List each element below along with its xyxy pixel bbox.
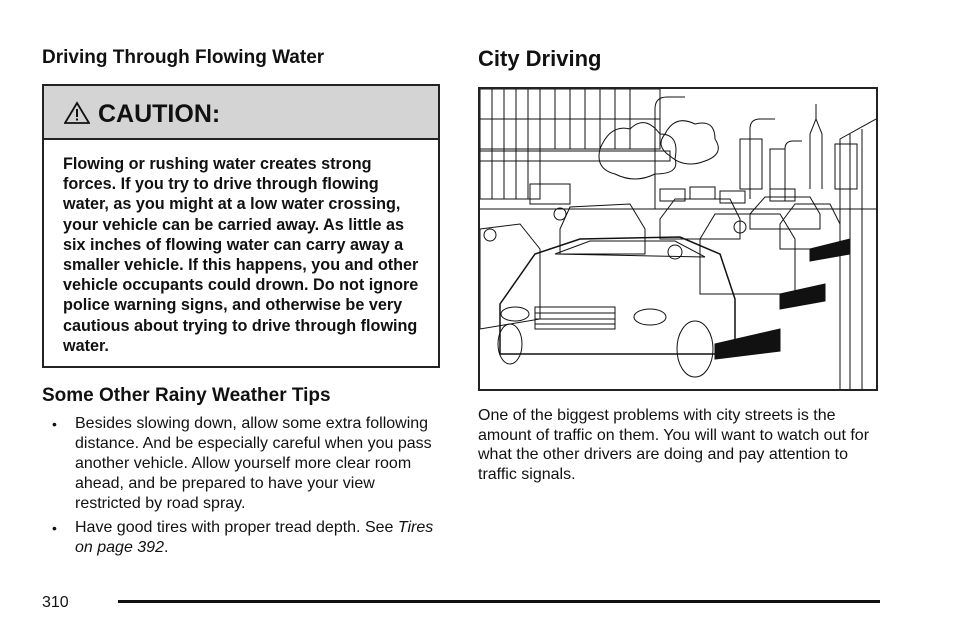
bullet-icon: •	[52, 520, 57, 536]
caution-title: CAUTION:	[98, 100, 221, 128]
traffic-scene-image	[480, 89, 876, 389]
section-heading-city-driving: City Driving	[478, 46, 602, 71]
bullet-icon: •	[52, 416, 57, 432]
list-item	[42, 518, 442, 558]
city-driving-paragraph: One of the biggest problems with city streets is the amount of traffic on them. You will want to watch out for what the other drivers are doing and pay attention to traffic signals.	[478, 407, 870, 483]
list-item	[42, 414, 442, 514]
section-heading-rainy-tips: Some Other Rainy Weather Tips	[42, 385, 331, 406]
footer-rule	[118, 600, 880, 603]
bullet-list	[42, 414, 442, 562]
page-number: 310	[42, 594, 69, 611]
warning-triangle-icon	[64, 101, 90, 125]
bullet-text: Besides slowing down, allow some extra following distance. And be especially careful when you pass another vehicle. Allow yourself more clear room ahead, and be prepared to have your view restricted by road spray.	[75, 415, 432, 512]
bullet-text: Have good tires with proper tread depth. See	[75, 519, 398, 536]
section-heading-flowing-water: Driving Through Flowing Water	[42, 47, 325, 68]
city-traffic-illustration	[478, 87, 878, 391]
caution-text: Flowing or rushing water creates strong forces. If you try to drive through flowing water, as you might at a low water crossing, your vehicle can be carried away. As little as six inches of flowing water can carry away a smaller vehicle. If this happens, you and other vehicle occupants could drown. Do not ignore police warning signs, and otherwise be very cautious about trying to drive through flowing water.	[63, 155, 419, 355]
caution-header	[44, 86, 438, 140]
cross-reference-link[interactable]: Tires on page 392	[75, 519, 434, 556]
bullet-end: .	[163, 539, 169, 556]
caution-box	[42, 84, 440, 368]
